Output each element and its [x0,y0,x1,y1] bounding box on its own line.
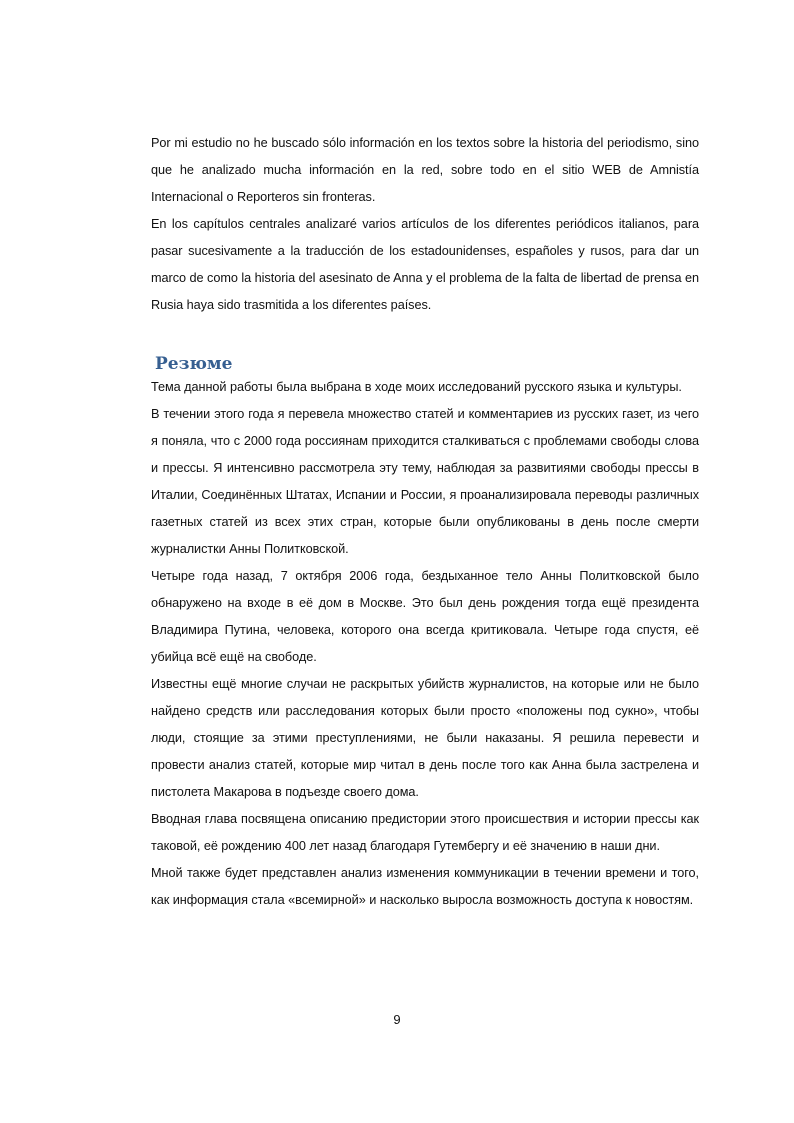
page-number: 9 [393,1012,401,1027]
russian-text-block [151,374,699,914]
spanish-text-block [151,130,699,319]
section-heading-resume: Резюме [155,354,233,374]
paragraph-russian-3: Четыре года назад, 7 октября 2006 года, бездыханное тело Анны Политковской было обнаружено на входе в её дом в Москве. Это был день рождения тогда ещё президента Владимира Путина, человека, которого она всегда критиковала. Четыре года спустя, её убийца всё ещё на свободе. [151,569,699,664]
paragraph-spanish-1: Por mi estudio no he buscado sólo información en los textos sobre la historia del periodismo, sino que he analizado mucha información en la red, sobre todo en el sitio WEB de Amnistía Internacional o Reporteros sin fronteras. [151,136,699,204]
paragraph-russian-5: Вводная глава посвящена описанию предистории этого происшествия и истории прессы как таковой, её рождению 400 лет назад благодаря Гутембергу и её значению в наши дни. [151,812,699,853]
paragraph-russian-2: В течении этого года я перевела множество статей и комментариев из русских газет, из чего я поняла, что с 2000 года россиянам приходится сталкиваться с проблемами свободы слова и прессы. Я интенсивно рассмотрела эту тему, наблюдая за развитиями свободы прессы в Италии, Соединённых Штатах, Испании и России, я проанализировала переводы различных газетных статей из всех этих стран, которые были опубликованы в день после смерти журналистки Анны Политковской. [151,407,699,556]
paragraph-russian-1: Тема данной работы была выбрана в ходе моих исследований русского языка и культуры. [151,380,682,394]
paragraph-spanish-2: En los capítulos centrales analizaré varios artículos de los diferentes periódicos italianos, para pasar sucesivamente a la traducción de los estadounidenses, españoles y rusos, para dar un marco de como la historia del asesinato de Anna y el problema de la falta de libertad de prensa en Rusia haya sido trasmitida a los diferentes países. [151,217,699,312]
paragraph-russian-6: Мной также будет представлен анализ изменения коммуникации в течении времени и того, как информация стала «всемирной» и насколько выросла возможность доступа к новостям. [151,866,699,907]
paragraph-russian-4: Известны ещё многие случаи не раскрытых убийств журналистов, на которые или не было найдено средств или расследования которых были просто «положены под сукно», чтобы люди, стоящие за этими преступлениями, не были наказаны. Я решила перевести и провести анализ статей, которые мир читал в день после того как Анна была застрелена и пистолета Макарова в подъезде своего дома. [151,677,699,799]
